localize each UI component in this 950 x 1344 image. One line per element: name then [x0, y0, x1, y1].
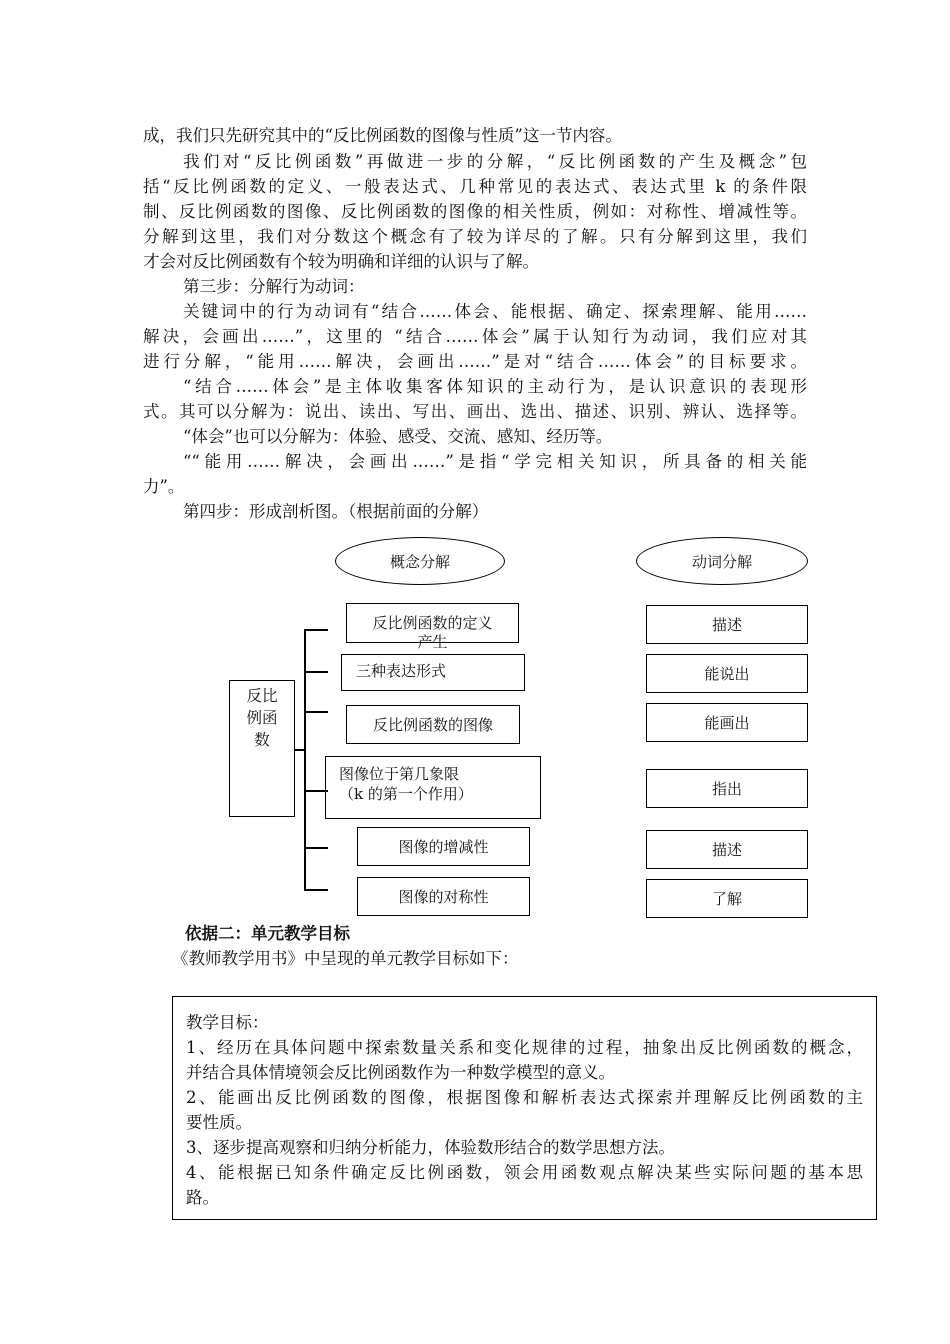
- concept-item-expressions: [341, 654, 525, 691]
- verb-item-2-label: 能说出: [704, 664, 750, 683]
- branch-3: [304, 711, 328, 713]
- concept-item-quadrant-line1: 图像位于第几象限: [339, 765, 460, 783]
- concept-item-graph-label: 反比例函数的图像: [372, 715, 493, 734]
- concept-item-quadrant-line2: （k 的第一个作用）: [339, 785, 473, 803]
- body-line-4: 制、反比例函数的图像、反比例函数的图像的相关性质，例如：对称性、增减性等。: [143, 202, 807, 221]
- body-line-16: 第四步：形成剖析图。（根据前面的分解）: [183, 502, 489, 521]
- branch-5: [304, 847, 328, 849]
- concept-item-monotonicity-label: 图像的增减性: [398, 837, 489, 856]
- verb-item-6-label: 了解: [711, 889, 742, 908]
- goal-2-line-1: 2、能画出反比例函数的图像，根据图像和解析表达式探索并理解反比例函数的主: [186, 1088, 863, 1107]
- goal-3: 3、逐步提高观察和归纳分析能力，体验数形结合的数学思想方法。: [186, 1138, 675, 1157]
- root-line-3: 数: [254, 731, 270, 749]
- branch-6: [304, 889, 328, 891]
- body-line-2: 我们对“反比例函数”再做进一步的分解，“反比例函数的产生及概念”包: [183, 152, 807, 171]
- verb-item-5-label: 描述: [711, 840, 742, 859]
- goal-title: 教学目标：: [186, 1013, 269, 1032]
- concept-item-quadrant: [325, 756, 541, 819]
- verb-item-1-label: 描述: [711, 615, 742, 634]
- body-line-1: 成，我们只先研究其中的“反比例函数的图像与性质”这一节内容。: [143, 126, 622, 145]
- goal-1-line-2: 并结合具体情境领会反比例函数作为一种数学模型的意义。: [186, 1063, 615, 1082]
- goal-2-line-2: 要性质。: [186, 1113, 252, 1132]
- body-line-11: “结合……体会”是主体收集客体知识的主动行为，是认识意识的表现形: [183, 377, 807, 396]
- body-line-15: 力”。: [143, 477, 185, 496]
- goal-4-line-1: 4、能根据已知条件确定反比例函数，领会用函数观点解决某些实际问题的基本思: [186, 1163, 863, 1182]
- concept-item-definition-line2: 产生: [417, 633, 448, 651]
- concept-item-symmetry: [357, 877, 530, 916]
- verb-item-4-label: 指出: [711, 779, 742, 798]
- teaching-goals-box: [172, 996, 877, 1220]
- body-line-12: 式。其可以分解为：说出、读出、写出、画出、选出、描述、识别、辨认、选择等。: [143, 402, 807, 421]
- body-line-7: 第三步：分解行为动词：: [183, 277, 365, 296]
- body-line-6: 才会对反比例函数有个较为明确和详细的认识与了解。: [143, 252, 539, 271]
- verb-header-ellipse: 动词分解: [636, 537, 808, 585]
- verb-item-4: [646, 769, 808, 808]
- body-line-8: 关键词中的行为动词有“结合……体会、能根据、确定、探索理解、能用……: [183, 302, 807, 321]
- concept-header-ellipse: 概念分解: [335, 537, 505, 585]
- concept-item-expressions-label: 三种表达形式: [356, 662, 447, 680]
- body-line-13: “体会”也可以分解为：体验、感受、交流、感知、经历等。: [183, 427, 613, 446]
- concept-item-definition-line1: 反比例函数的定义: [372, 614, 493, 632]
- body-line-10: 进行分解，“能用……解决，会画出……”是对“结合……体会”的目标要求。: [143, 352, 807, 371]
- concept-item-graph: [346, 705, 520, 744]
- root-line-2: 例函: [246, 709, 278, 727]
- verb-item-2: [646, 654, 808, 693]
- body-line-5: 分解到这里，我们对分数这个概念有了较为详尽的了解。只有分解到这里，我们: [143, 227, 807, 246]
- body-line-3: 括“反比例函数的定义、一般表达式、几种常见的表达式、表达式里 k 的条件限: [143, 177, 807, 196]
- bracket-vertical: [304, 629, 306, 890]
- section-intro: 《教师教学用书》中呈现的单元教学目标如下：: [172, 949, 519, 968]
- verb-item-5: [646, 830, 808, 869]
- root-box: [229, 680, 295, 817]
- verb-item-1: [646, 605, 808, 644]
- body-line-9: 解决，会画出……”，这里的 “结合……体会”属于认知行为动词，我们应对其: [143, 327, 807, 346]
- root-line-1: 反比: [246, 687, 278, 705]
- verb-item-6: [646, 879, 808, 918]
- branch-2: [304, 671, 328, 673]
- concept-item-symmetry-label: 图像的对称性: [398, 887, 489, 906]
- concept-item-definition: [346, 603, 519, 651]
- verb-item-3-label: 能画出: [704, 713, 750, 732]
- section-heading: 依据二：单元教学目标: [185, 924, 350, 943]
- branch-1: [304, 629, 328, 631]
- concept-item-monotonicity: [357, 827, 530, 866]
- goal-4-line-2: 路。: [186, 1188, 219, 1207]
- body-line-14: ““能用……解决，会画出……”是指“学完相关知识，所具备的相关能: [183, 452, 807, 471]
- goal-1-line-1: 1、经历在具体问题中探索数量关系和变化规律的过程，抽象出反比例函数的概念，: [186, 1038, 863, 1057]
- verb-item-3: [646, 703, 808, 742]
